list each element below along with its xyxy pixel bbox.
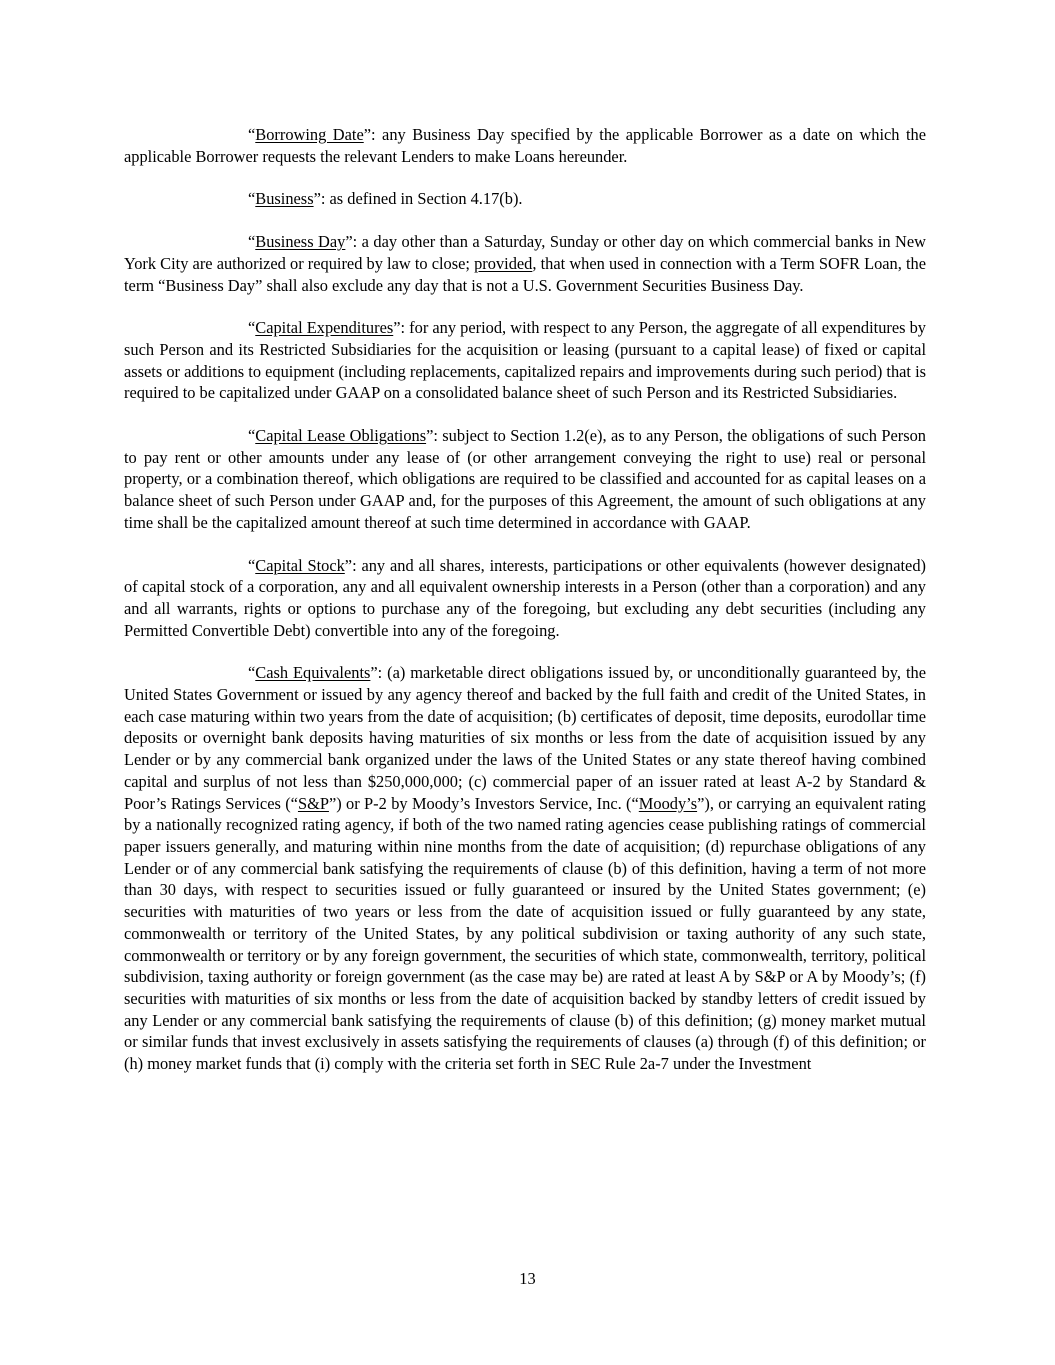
defined-term: Moody’s [638,793,698,813]
definition-paragraph [124,188,926,210]
definition-text: ”: any Business Day specified by the applicable Borrower as a date on which the applicable Borrower requests the relevant Lenders to make Loans hereunder. [124,125,927,166]
definition-text: ”) or P-2 by Moody’s Investors Service, Inc. (“ [328,793,639,813]
defined-term: provided [474,253,533,273]
definition-paragraph [124,124,926,167]
definition-text: “ [248,555,256,575]
defined-term: Cash Equivalents [255,663,371,683]
definition-paragraph [124,231,926,296]
definition-text: ”), or carrying an equivalent rating by a nationally recognized rating agency, if both of the two named rating agencies cease publishing ratings of commercial paper issuers generally, and maturing within nine months from the date of acquisition; (d) repurchase obligations of any Lender or of any commercial bank satisfying the requirements of clause (b) of this definition, having a term of not more than 30 days, with respect to securities issued or fully guaranteed or insured by the United States government; (e) securities with maturities of two years or less from the date of acquisition issued or fully guaranteed by any state, commonwealth or territory of the United States, by any political subdivision or taxing authority of any such state, commonwealth or territory or by any foreign government, the securities of which state, commonwealth, territory, political subdivision, taxing authority or foreign government (as the case may be) are rated at least A by S&P or A by Moody’s; (f) securities with maturities of six months or less from the date of acquisition backed by standby letters of credit issued by any Lender or any commercial bank satisfying the requirements of clause (b) of this definition; (g) money market mutual or similar funds that invest exclusively in assets satisfying the requirements of clauses (a) through (f) of this definition; or (h) money market funds that (i) comply with the criteria set forth in SEC Rule 2a-7 under the Investment [124,793,926,1074]
definition-paragraph [124,662,926,1074]
definition-paragraph [124,425,926,534]
defined-term: S&P [297,793,329,813]
definition-text: “ [248,189,256,209]
definition-text: “ [248,125,256,144]
defined-term: Capital Expenditures [255,318,394,338]
defined-term: Business Day [255,232,346,252]
definition-text: “ [248,426,256,446]
definition-text: “ [248,663,256,683]
definition-paragraph [124,317,926,404]
defined-term: Capital Lease Obligations [255,426,427,446]
page-number: 13 [519,1269,536,1288]
defined-term: Capital Stock [255,555,345,575]
definition-text: ”: as defined in Section 4.17(b). [313,189,523,209]
definition-text: ”: a day other than a Saturday, Sunday or other day on which commercial banks in New York City are authorized or required by law to close; [124,232,926,273]
definition-text: ”: (a) marketable direct obligations issued by, or unconditionally guaranteed by, the United States Government or issued by any agency thereof and backed by the full faith and credit of the United States, in each case maturing within two years from the date of acquisition; (b) certificates of deposit, time deposits, eurodollar time deposits or overnight bank deposits having maturities of six months or less from the date of acquisition issued by any Lender or by any commercial bank organized under the laws of the United States or any state thereof having combined capital and surplus of not less than $250,000,000; (c) commercial paper of an issuer rated at least A-2 by Standard & Poor’s Ratings Services (“ [124,663,926,813]
definition-text: ”: for any period, with respect to any Person, the aggregate of all expenditures by such Person and its Restricted Subsidiaries for the acquisition or leasing (pursuant to a capital lease) of fixed or capital assets or additions to equipment (including replacements, capitalized repairs and improvements during such period) that is required to be capitalized under GAAP on a consolidated balance sheet of such Person and its Restricted Subsidiaries. [124,318,927,403]
definition-text: “ [248,318,256,338]
definition-text: ”: subject to Section 1.2(e), as to any Person, the obligations of such Person to pay rent or other amounts under any lease of (or other arrangement conveying the right to use) real or personal property, or a combination thereof, which obligations are required to be classified and accounted for as capital leases on a balance sheet of such Person under GAAP and, for the purposes of this Agreement, the amount of such obligations at any time shall be the capitalized amount thereof at such time determined in accordance with GAAP. [124,426,926,532]
definitions-section [124,124,926,1096]
defined-term: Borrowing Date [255,125,364,144]
defined-term: Business [255,189,314,209]
definition-text: “ [248,232,256,252]
definition-text: , that when used in connection with a Term SOFR Loan, the term “Business Day” shall also exclude any day that is not a U.S. Government Securities Business Day. [124,253,926,295]
definition-paragraph [124,555,926,642]
definition-text: ”: any and all shares, interests, participations or other equivalents (however designated) of capital stock of a corporation, any and all equivalent ownership interests in a Person (other than a corporation) and any and all warrants, rights or options to purchase any of the foregoing, but excluding any debt securities (including any Permitted Convertible Debt) convertible into any of the foregoing. [124,555,926,640]
